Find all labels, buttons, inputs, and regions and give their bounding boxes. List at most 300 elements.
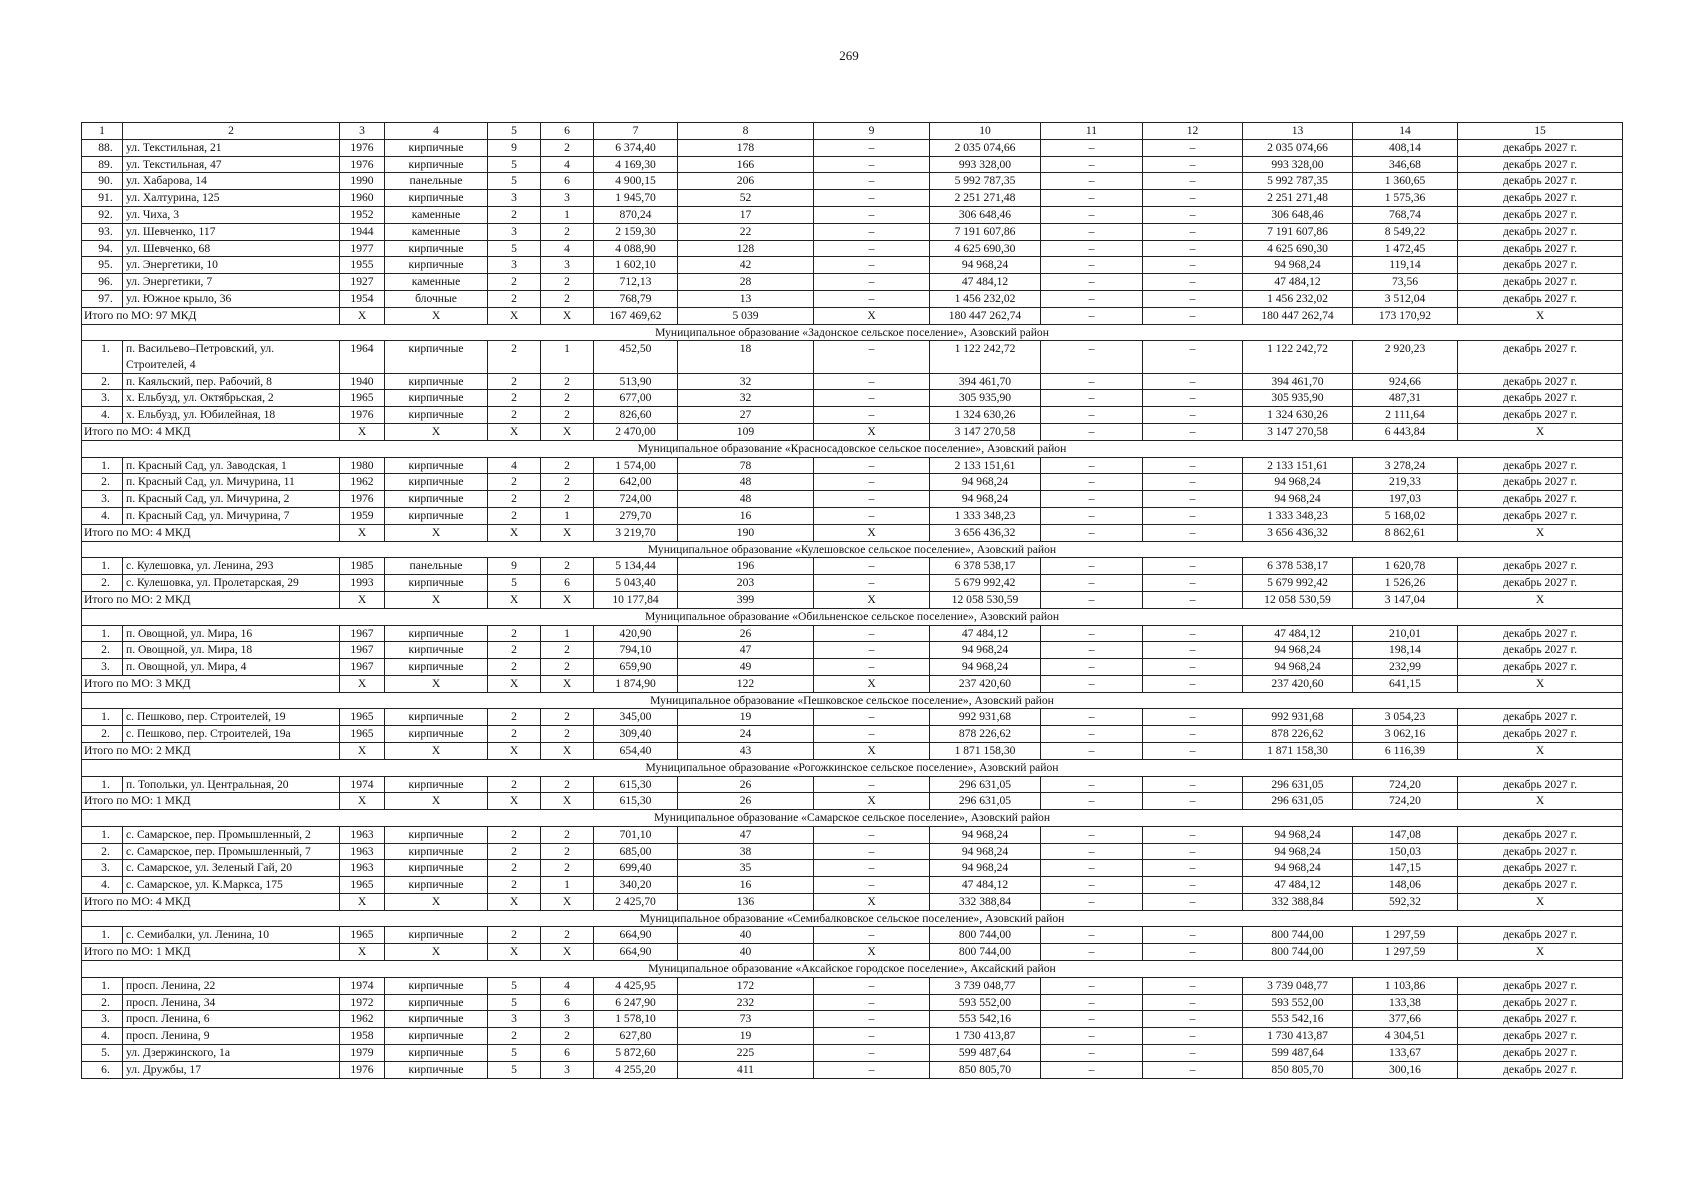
area-cell: 724,00 (594, 491, 678, 508)
total-floors-cell: X (488, 893, 541, 910)
col14-cell: 8 549,22 (1353, 223, 1458, 240)
col14-cell: 119,14 (1353, 257, 1458, 274)
floors-cell: 2 (488, 860, 541, 877)
residents-cell: 38 (678, 843, 814, 860)
col12-cell: – (1143, 223, 1243, 240)
wall-material-cell: кирпичные (385, 860, 488, 877)
table-row (82, 709, 1623, 726)
deadline-cell: декабрь 2027 г. (1458, 156, 1623, 173)
cost-cell: 94 968,24 (930, 642, 1041, 659)
total-col14-cell: 6 116,39 (1353, 743, 1458, 760)
deadline-cell: декабрь 2027 г. (1458, 507, 1623, 524)
municipality-section-header (82, 608, 1623, 625)
total-residents-cell: 40 (678, 944, 814, 961)
cost-cell: 593 552,00 (930, 994, 1041, 1011)
area-cell: 664,90 (594, 927, 678, 944)
wall-material-cell: кирпичные (385, 709, 488, 726)
column-header: 13 (1243, 123, 1353, 140)
wall-material-cell: кирпичные (385, 977, 488, 994)
total-col12-cell: – (1143, 591, 1243, 608)
total-wall-material-cell: X (385, 675, 488, 692)
residents-cell: 19 (678, 709, 814, 726)
municipality-section-header (82, 810, 1623, 827)
row-number-cell: 4. (82, 407, 123, 424)
deadline-cell: декабрь 2027 г. (1458, 659, 1623, 676)
residents-cell: 203 (678, 575, 814, 592)
col12-cell: – (1143, 558, 1243, 575)
cost-cell: 305 935,90 (930, 390, 1041, 407)
year-cell: 1965 (340, 390, 385, 407)
deadline-cell: декабрь 2027 г. (1458, 709, 1623, 726)
total-cost-cell: 800 744,00 (930, 944, 1041, 961)
entrances-cell: 1 (541, 625, 594, 642)
area-cell: 5 134,44 (594, 558, 678, 575)
col13-cell: 3 739 048,77 (1243, 977, 1353, 994)
col14-cell: 3 278,24 (1353, 457, 1458, 474)
wall-material-cell: кирпичные (385, 994, 488, 1011)
col9-cell: – (814, 190, 930, 207)
table-row (82, 1061, 1623, 1078)
year-cell: 1963 (340, 827, 385, 844)
municipality-title: Муниципальное образование «Красносадовское сельское поселение», Азовский район (82, 440, 1623, 457)
table-row (82, 373, 1623, 390)
col14-cell: 219,33 (1353, 474, 1458, 491)
area-cell: 826,60 (594, 407, 678, 424)
col11-cell: – (1041, 977, 1143, 994)
area-cell: 677,00 (594, 390, 678, 407)
wall-material-cell: кирпичные (385, 341, 488, 373)
address-cell: п. Красный Сад, ул. Заводская, 1 (123, 457, 340, 474)
page-number: 269 (839, 48, 859, 63)
column-header: 9 (814, 123, 930, 140)
col14-cell: 1 526,26 (1353, 575, 1458, 592)
total-col11-cell: – (1041, 524, 1143, 541)
cost-cell: 1 730 413,87 (930, 1028, 1041, 1045)
entrances-cell: 6 (541, 994, 594, 1011)
row-number-cell: 90. (82, 173, 123, 190)
total-col12-cell: – (1143, 675, 1243, 692)
col12-cell: – (1143, 373, 1243, 390)
table-row (82, 173, 1623, 190)
municipality-section-header (82, 440, 1623, 457)
row-number-cell: 2. (82, 843, 123, 860)
total-label-cell: Итого по МО: 3 МКД (82, 675, 340, 692)
col12-cell: – (1143, 642, 1243, 659)
floors-cell: 2 (488, 407, 541, 424)
col14-cell: 3 512,04 (1353, 290, 1458, 307)
deadline-cell: декабрь 2027 г. (1458, 223, 1623, 240)
table-row (82, 257, 1623, 274)
col9-cell: – (814, 575, 930, 592)
row-number-cell: 2. (82, 642, 123, 659)
total-row (82, 743, 1623, 760)
total-deadline-cell: X (1458, 944, 1623, 961)
floors-cell: 2 (488, 373, 541, 390)
entrances-cell: 6 (541, 1045, 594, 1062)
col14-cell: 377,66 (1353, 1011, 1458, 1028)
total-col14-cell: 173 170,92 (1353, 307, 1458, 324)
column-number-row (82, 123, 1623, 140)
col14-cell: 1 297,59 (1353, 927, 1458, 944)
residents-cell: 32 (678, 373, 814, 390)
residents-cell: 411 (678, 1061, 814, 1078)
address-cell: ул. Шевченко, 117 (123, 223, 340, 240)
area-cell: 1 574,00 (594, 457, 678, 474)
total-col14-cell: 8 862,61 (1353, 524, 1458, 541)
deadline-cell: декабрь 2027 г. (1458, 190, 1623, 207)
total-deadline-cell: X (1458, 675, 1623, 692)
col12-cell: – (1143, 257, 1243, 274)
total-col13-cell: 1 871 158,30 (1243, 743, 1353, 760)
col11-cell: – (1041, 373, 1143, 390)
cost-cell: 2 133 151,61 (930, 457, 1041, 474)
total-entrances-cell: X (541, 743, 594, 760)
column-header: 10 (930, 123, 1041, 140)
col13-cell: 94 968,24 (1243, 491, 1353, 508)
total-area-cell: 1 874,90 (594, 675, 678, 692)
municipality-title: Муниципальное образование «Задонское сельское поселение», Азовский район (82, 324, 1623, 341)
year-cell: 1972 (340, 994, 385, 1011)
row-number-cell: 1. (82, 827, 123, 844)
table-row (82, 457, 1623, 474)
area-cell: 6 374,40 (594, 139, 678, 156)
residents-cell: 27 (678, 407, 814, 424)
entrances-cell: 1 (541, 341, 594, 373)
column-header: 11 (1041, 123, 1143, 140)
address-cell: п. Красный Сад, ул. Мичурина, 7 (123, 507, 340, 524)
floors-cell: 2 (488, 776, 541, 793)
area-cell: 712,13 (594, 274, 678, 291)
total-col13-cell: 800 744,00 (1243, 944, 1353, 961)
wall-material-cell: кирпичные (385, 726, 488, 743)
year-cell: 1954 (340, 290, 385, 307)
cost-cell: 94 968,24 (930, 257, 1041, 274)
wall-material-cell: блочные (385, 290, 488, 307)
entrances-cell: 6 (541, 575, 594, 592)
total-area-cell: 2 425,70 (594, 893, 678, 910)
row-number-cell: 6. (82, 1061, 123, 1078)
wall-material-cell: кирпичные (385, 927, 488, 944)
table-row (82, 407, 1623, 424)
total-label-cell: Итого по МО: 4 МКД (82, 893, 340, 910)
entrances-cell: 4 (541, 977, 594, 994)
total-col12-cell: – (1143, 944, 1243, 961)
col13-cell: 296 631,05 (1243, 776, 1353, 793)
total-area-cell: 10 177,84 (594, 591, 678, 608)
total-col9-cell: X (814, 307, 930, 324)
total-col9-cell: X (814, 591, 930, 608)
col14-cell: 1 360,65 (1353, 173, 1458, 190)
total-row (82, 675, 1623, 692)
total-cost-cell: 3 656 436,32 (930, 524, 1041, 541)
col12-cell: – (1143, 827, 1243, 844)
floors-cell: 5 (488, 994, 541, 1011)
address-cell: ул. Чиха, 3 (123, 206, 340, 223)
column-header: 5 (488, 123, 541, 140)
cost-cell: 1 456 232,02 (930, 290, 1041, 307)
total-cost-cell: 12 058 530,59 (930, 591, 1041, 608)
entrances-cell: 2 (541, 726, 594, 743)
table-row (82, 274, 1623, 291)
total-floors-cell: X (488, 743, 541, 760)
residents-cell: 52 (678, 190, 814, 207)
col13-cell: 47 484,12 (1243, 625, 1353, 642)
row-number-cell: 2. (82, 994, 123, 1011)
address-cell: ул. Дзержинского, 1а (123, 1045, 340, 1062)
col9-cell: – (814, 223, 930, 240)
total-entrances-cell: X (541, 423, 594, 440)
row-number-cell: 3. (82, 491, 123, 508)
col14-cell: 2 920,23 (1353, 341, 1458, 373)
column-header: 12 (1143, 123, 1243, 140)
entrances-cell: 2 (541, 927, 594, 944)
address-cell: п. Топольки, ул. Центральная, 20 (123, 776, 340, 793)
deadline-cell: декабрь 2027 г. (1458, 994, 1623, 1011)
total-cost-cell: 3 147 270,58 (930, 423, 1041, 440)
total-cost-cell: 180 447 262,74 (930, 307, 1041, 324)
area-cell: 5 043,40 (594, 575, 678, 592)
entrances-cell: 3 (541, 257, 594, 274)
address-cell: просп. Ленина, 6 (123, 1011, 340, 1028)
total-floors-cell: X (488, 307, 541, 324)
address-cell: с. Кулешовка, ул. Пролетарская, 29 (123, 575, 340, 592)
cost-cell: 2 035 074,66 (930, 139, 1041, 156)
col13-cell: 394 461,70 (1243, 373, 1353, 390)
entrances-cell: 4 (541, 240, 594, 257)
col9-cell: – (814, 860, 930, 877)
total-year-cell: X (340, 893, 385, 910)
wall-material-cell: кирпичные (385, 457, 488, 474)
table-row (82, 642, 1623, 659)
table-row (82, 390, 1623, 407)
row-number-cell: 96. (82, 274, 123, 291)
floors-cell: 2 (488, 726, 541, 743)
deadline-cell: декабрь 2027 г. (1458, 927, 1623, 944)
col14-cell: 1 620,78 (1353, 558, 1458, 575)
col12-cell: – (1143, 156, 1243, 173)
residents-cell: 26 (678, 776, 814, 793)
col11-cell: – (1041, 1011, 1143, 1028)
area-cell: 4 169,30 (594, 156, 678, 173)
col11-cell: – (1041, 290, 1143, 307)
total-wall-material-cell: X (385, 591, 488, 608)
col9-cell: – (814, 206, 930, 223)
cost-cell: 94 968,24 (930, 860, 1041, 877)
residents-cell: 32 (678, 390, 814, 407)
deadline-cell: декабрь 2027 г. (1458, 977, 1623, 994)
year-cell: 1990 (340, 173, 385, 190)
year-cell: 1967 (340, 659, 385, 676)
entrances-cell: 2 (541, 223, 594, 240)
table-row (82, 659, 1623, 676)
total-year-cell: X (340, 307, 385, 324)
col9-cell: – (814, 240, 930, 257)
address-cell: ул. Энергетики, 10 (123, 257, 340, 274)
area-cell: 279,70 (594, 507, 678, 524)
col14-cell: 198,14 (1353, 642, 1458, 659)
wall-material-cell: панельные (385, 173, 488, 190)
year-cell: 1976 (340, 139, 385, 156)
col9-cell: – (814, 827, 930, 844)
entrances-cell: 1 (541, 877, 594, 894)
col9-cell: – (814, 257, 930, 274)
municipality-title: Муниципальное образование «Семибалковское сельское поселение», Азовский район (82, 910, 1623, 927)
residents-cell: 24 (678, 726, 814, 743)
col13-cell: 878 226,62 (1243, 726, 1353, 743)
area-cell: 659,90 (594, 659, 678, 676)
year-cell: 1993 (340, 575, 385, 592)
table-row (82, 1011, 1623, 1028)
col13-cell: 5 992 787,35 (1243, 173, 1353, 190)
total-row (82, 944, 1623, 961)
floors-cell: 5 (488, 240, 541, 257)
total-col12-cell: – (1143, 423, 1243, 440)
address-cell: п. Овощной, ул. Мира, 4 (123, 659, 340, 676)
table-row (82, 1045, 1623, 1062)
total-year-cell: X (340, 743, 385, 760)
col12-cell: – (1143, 994, 1243, 1011)
year-cell: 1974 (340, 776, 385, 793)
year-cell: 1963 (340, 843, 385, 860)
table-row (82, 290, 1623, 307)
residents-cell: 78 (678, 457, 814, 474)
row-number-cell: 1. (82, 709, 123, 726)
deadline-cell: декабрь 2027 г. (1458, 642, 1623, 659)
total-floors-cell: X (488, 944, 541, 961)
address-cell: просп. Ленина, 34 (123, 994, 340, 1011)
col13-cell: 2 251 271,48 (1243, 190, 1353, 207)
col12-cell: – (1143, 507, 1243, 524)
table-row (82, 474, 1623, 491)
year-cell: 1958 (340, 1028, 385, 1045)
col11-cell: – (1041, 223, 1143, 240)
total-entrances-cell: X (541, 793, 594, 810)
floors-cell: 9 (488, 139, 541, 156)
row-number-cell: 1. (82, 625, 123, 642)
area-cell: 1 578,10 (594, 1011, 678, 1028)
col13-cell: 47 484,12 (1243, 274, 1353, 291)
cost-cell: 94 968,24 (930, 843, 1041, 860)
col14-cell: 150,03 (1353, 843, 1458, 860)
deadline-cell: декабрь 2027 г. (1458, 139, 1623, 156)
row-number-cell: 1. (82, 776, 123, 793)
col12-cell: – (1143, 625, 1243, 642)
col12-cell: – (1143, 877, 1243, 894)
entrances-cell: 2 (541, 776, 594, 793)
total-area-cell: 2 470,00 (594, 423, 678, 440)
col11-cell: – (1041, 1028, 1143, 1045)
row-number-cell: 91. (82, 190, 123, 207)
wall-material-cell: каменные (385, 274, 488, 291)
row-number-cell: 4. (82, 1028, 123, 1045)
total-cost-cell: 332 388,84 (930, 893, 1041, 910)
col9-cell: – (814, 507, 930, 524)
col11-cell: – (1041, 139, 1143, 156)
total-year-cell: X (340, 944, 385, 961)
col9-cell: – (814, 659, 930, 676)
col13-cell: 306 648,46 (1243, 206, 1353, 223)
total-entrances-cell: X (541, 524, 594, 541)
total-row (82, 423, 1623, 440)
residents-cell: 47 (678, 642, 814, 659)
col12-cell: – (1143, 274, 1243, 291)
municipality-section-header (82, 910, 1623, 927)
year-cell: 1965 (340, 709, 385, 726)
total-wall-material-cell: X (385, 743, 488, 760)
col11-cell: – (1041, 659, 1143, 676)
col12-cell: – (1143, 457, 1243, 474)
deadline-cell: декабрь 2027 г. (1458, 173, 1623, 190)
residents-cell: 17 (678, 206, 814, 223)
row-number-cell: 1. (82, 341, 123, 373)
col12-cell: – (1143, 709, 1243, 726)
year-cell: 1976 (340, 407, 385, 424)
col13-cell: 2 133 151,61 (1243, 457, 1353, 474)
deadline-cell: декабрь 2027 г. (1458, 491, 1623, 508)
year-cell: 1979 (340, 1045, 385, 1062)
row-number-cell: 2. (82, 373, 123, 390)
wall-material-cell: кирпичные (385, 407, 488, 424)
year-cell: 1940 (340, 373, 385, 390)
row-number-cell: 2. (82, 575, 123, 592)
col13-cell: 992 931,68 (1243, 709, 1353, 726)
floors-cell: 2 (488, 659, 541, 676)
wall-material-cell: кирпичные (385, 575, 488, 592)
column-header: 8 (678, 123, 814, 140)
col13-cell: 800 744,00 (1243, 927, 1353, 944)
floors-cell: 2 (488, 642, 541, 659)
total-col14-cell: 592,32 (1353, 893, 1458, 910)
municipality-title: Муниципальное образование «Обильненское сельское поселение», Азовский район (82, 608, 1623, 625)
col9-cell: – (814, 290, 930, 307)
cost-cell: 800 744,00 (930, 927, 1041, 944)
floors-cell: 2 (488, 843, 541, 860)
table-row (82, 994, 1623, 1011)
floors-cell: 2 (488, 274, 541, 291)
total-residents-cell: 122 (678, 675, 814, 692)
total-floors-cell: X (488, 591, 541, 608)
total-col12-cell: – (1143, 307, 1243, 324)
year-cell: 1960 (340, 190, 385, 207)
residents-cell: 206 (678, 173, 814, 190)
total-col9-cell: X (814, 423, 930, 440)
col11-cell: – (1041, 206, 1143, 223)
floors-cell: 3 (488, 1011, 541, 1028)
deadline-cell: декабрь 2027 г. (1458, 827, 1623, 844)
residents-cell: 16 (678, 507, 814, 524)
row-number-cell: 3. (82, 390, 123, 407)
col11-cell: – (1041, 860, 1143, 877)
total-deadline-cell: X (1458, 423, 1623, 440)
floors-cell: 2 (488, 341, 541, 373)
col14-cell: 3 062,16 (1353, 726, 1458, 743)
municipality-title: Муниципальное образование «Аксайское городское поселение», Аксайский район (82, 961, 1623, 978)
col9-cell: – (814, 390, 930, 407)
area-cell: 4 088,90 (594, 240, 678, 257)
col9-cell: – (814, 625, 930, 642)
address-cell: ул. Текстильная, 47 (123, 156, 340, 173)
residents-cell: 128 (678, 240, 814, 257)
col14-cell: 346,68 (1353, 156, 1458, 173)
floors-cell: 2 (488, 709, 541, 726)
col13-cell: 94 968,24 (1243, 827, 1353, 844)
column-header: 4 (385, 123, 488, 140)
col12-cell: – (1143, 290, 1243, 307)
cost-cell: 394 461,70 (930, 373, 1041, 390)
address-cell: п. Красный Сад, ул. Мичурина, 2 (123, 491, 340, 508)
entrances-cell: 2 (541, 659, 594, 676)
cost-cell: 94 968,24 (930, 474, 1041, 491)
